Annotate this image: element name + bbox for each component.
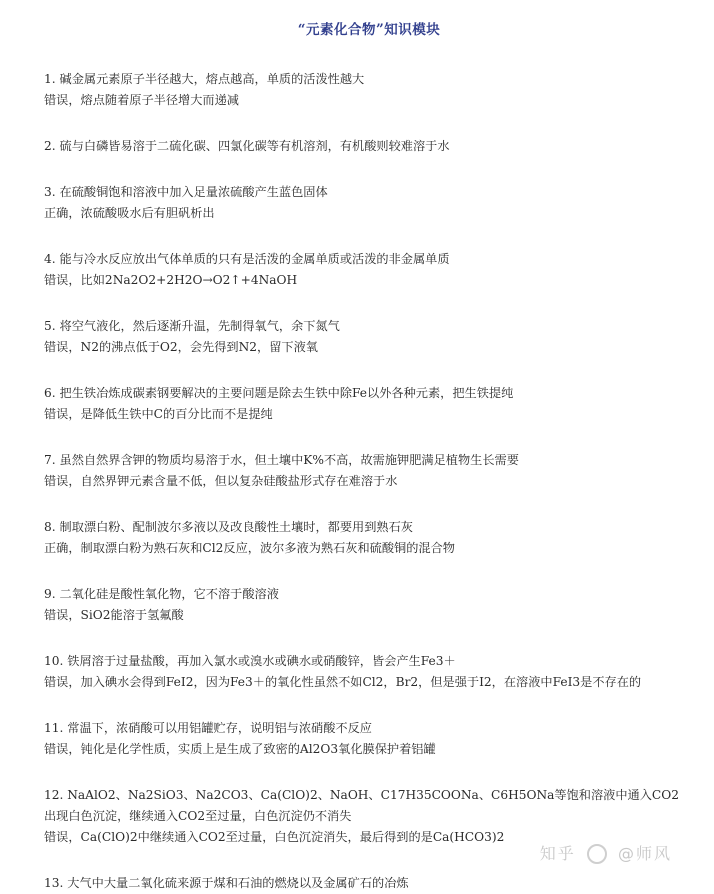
list-item — [44, 69, 694, 111]
answer-text: 错误，钝化是化学性质，实质上是生成了致密的Al2O3氧化膜保护着铝罐 — [44, 742, 436, 756]
question-text: 6. 把生铁冶炼成碳素钢要解决的主要问题是除去生铁中除Fe以外各种元素，把生铁提纯 — [44, 386, 514, 400]
question-text: 13. 大气中大量二氧化硫来源于煤和石油的燃烧以及金属矿石的冶炼 — [44, 876, 409, 890]
question-text: 11. 常温下，浓硝酸可以用铝罐贮存，说明铝与浓硝酸不反应 — [44, 721, 372, 735]
question-text: 7. 虽然自然界含钾的物质均易溶于水，但土壤中K%不高，故需施钾肥满足植物生长需要 — [44, 453, 519, 467]
question-text: 2. 硫与白磷皆易溶于二硫化碳、四氯化碳等有机溶剂，有机酸则较难溶于水 — [44, 139, 450, 153]
answer-text: 正确，制取漂白粉为熟石灰和Cl2反应，波尔多液为熟石灰和硫酸铜的混合物 — [44, 541, 455, 555]
list-item — [44, 182, 694, 224]
answer-text: 错误，比如2Na2O2+2H2O→O2↑+4NaOH — [44, 273, 298, 287]
answer-text: 错误，Ca(ClO)2中继续通入CO2至过量，白色沉淀消失，最后得到的是Ca(HCO3)2 — [44, 830, 505, 844]
question-text: 1. 碱金属元素原子半径越大，熔点越高，单质的活泼性越大 — [44, 72, 365, 86]
list-item — [44, 316, 694, 358]
answer-text: 错误，是降低生铁中C的百分比而不是提纯 — [44, 407, 273, 421]
list-item — [44, 450, 694, 492]
page-title: “元素化合物”知识模块 — [297, 22, 441, 38]
question-text: 9. 二氧化硅是酸性氧化物，它不溶于酸溶液 — [44, 587, 279, 601]
list-item — [44, 584, 694, 626]
list-item — [44, 651, 694, 693]
question-text: 5. 将空气液化，然后逐渐升温，先制得氧气，余下氮气 — [44, 319, 340, 333]
watermark — [540, 841, 672, 865]
answer-text: 错误，熔点随着原子半径增大而递减 — [44, 93, 239, 107]
zhihu-logo-icon — [587, 844, 607, 864]
list-item — [44, 718, 694, 760]
watermark-right-text: @师风 — [617, 843, 672, 863]
answer-text: 正确，浓硫酸吸水后有胆矾析出 — [44, 206, 215, 220]
answer-text: 错误，自然界钾元素含量不低，但以复杂硅酸盐形式存在难溶于水 — [44, 474, 398, 488]
list-item — [44, 785, 694, 848]
list-item — [44, 383, 694, 425]
question-text: 12. NaAlO2、Na2SiO3、Na2CO3、Ca(ClO)2、NaOH、C17H35COONa、C6H5ONa等饱和溶液中通入CO2出现白色沉淀，继续通入CO2至过量，白色沉淀仍不消失 — [44, 788, 679, 823]
list-item — [44, 249, 694, 291]
question-text: 4. 能与冷水反应放出气体单质的只有是活泼的金属单质或活泼的非金属单质 — [44, 252, 450, 266]
question-text: 8. 制取漂白粉、配制波尔多液以及改良酸性土壤时，都要用到熟石灰 — [44, 520, 413, 534]
answer-text: 错误，SiO2能溶于氢氟酸 — [44, 608, 184, 622]
answer-text: 错误，加入碘水会得到FeI2，因为Fe3＋的氧化性虽然不如Cl2，Br2，但是强于I2，在溶液中FeI3是不存在的 — [44, 675, 642, 689]
watermark-left-text: 知乎 — [539, 843, 576, 863]
answer-text: 错误，N2的沸点低于O2，会先得到N2，留下液氧 — [44, 340, 318, 354]
question-text: 10. 铁屑溶于过量盐酸，再加入氯水或溴水或碘水或硝酸锌，皆会产生Fe3＋ — [44, 654, 456, 668]
question-text: 3. 在硫酸铜饱和溶液中加入足量浓硫酸产生蓝色固体 — [44, 185, 328, 199]
list-item — [44, 873, 694, 894]
list-item — [44, 136, 694, 157]
list-item — [44, 517, 694, 559]
